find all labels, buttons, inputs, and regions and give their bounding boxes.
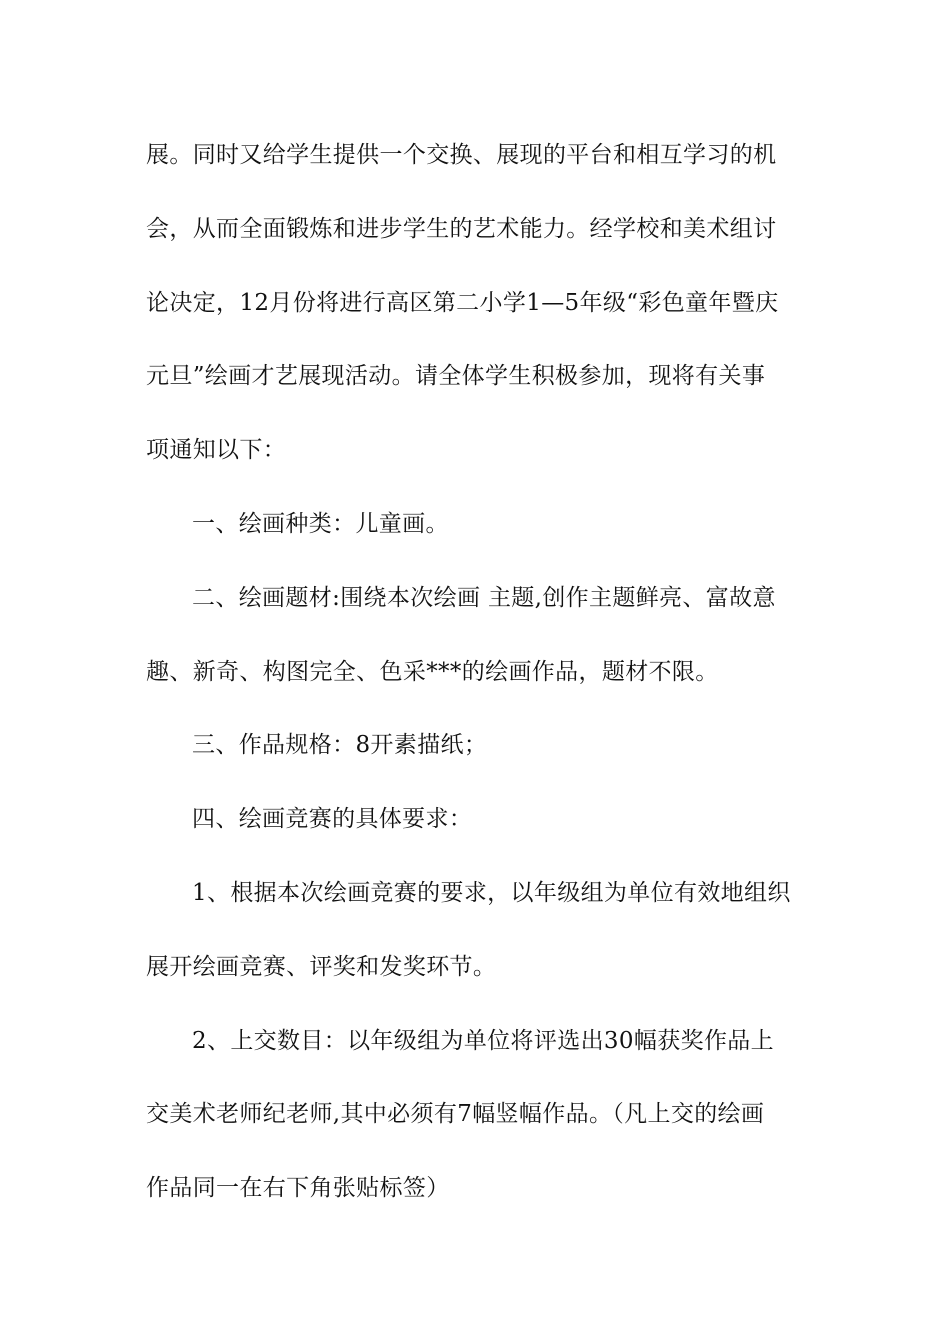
text-line: 展开绘画竞赛、评奖和发奖环节。	[146, 953, 497, 980]
section-heading-category: 一、绘画种类：儿童画。	[192, 510, 449, 537]
list-item-2: 2、上交数目：以年级组为单位将评选出30幅获奖作品上	[192, 1027, 774, 1054]
text-line: 会，从而全面锻炼和进步学生的艺术能力。经学校和美术组讨	[146, 215, 777, 242]
body-text	[146, 132, 806, 1239]
section-heading-subject: 二、绘画题材:围绕本次绘画 主题,创作主题鲜亮、富故意	[192, 584, 776, 611]
text-line: 趣、新奇、构图完全、色采***的绘画作品，题材不限。	[146, 658, 719, 685]
text-line: 作品同一在右下角张贴标签）	[146, 1175, 450, 1202]
text-line: 元旦”绘画才艺展现活动。请全体学生积极参加，现将有关事	[146, 363, 766, 390]
text-line: 项通知以下：	[146, 437, 287, 464]
text-line: 论决定，12月份将进行高区第二小学1—5年级“彩色童年暨庆	[146, 289, 779, 316]
text-line: 展。同时又给学生提供一个交换、展现的平台和相互学习的机	[146, 142, 777, 168]
section-heading-requirements: 四、绘画竞赛的具体要求：	[192, 806, 473, 833]
section-heading-spec: 三、作品规格：8开素描纸；	[192, 732, 488, 759]
text-line: 交美术老师纪老师,其中必须有7幅竖幅作品。（凡上交的绘画	[146, 1101, 765, 1128]
list-item-1: 1、根据本次绘画竞赛的要求，以年级组为单位有效地组织	[192, 879, 791, 906]
